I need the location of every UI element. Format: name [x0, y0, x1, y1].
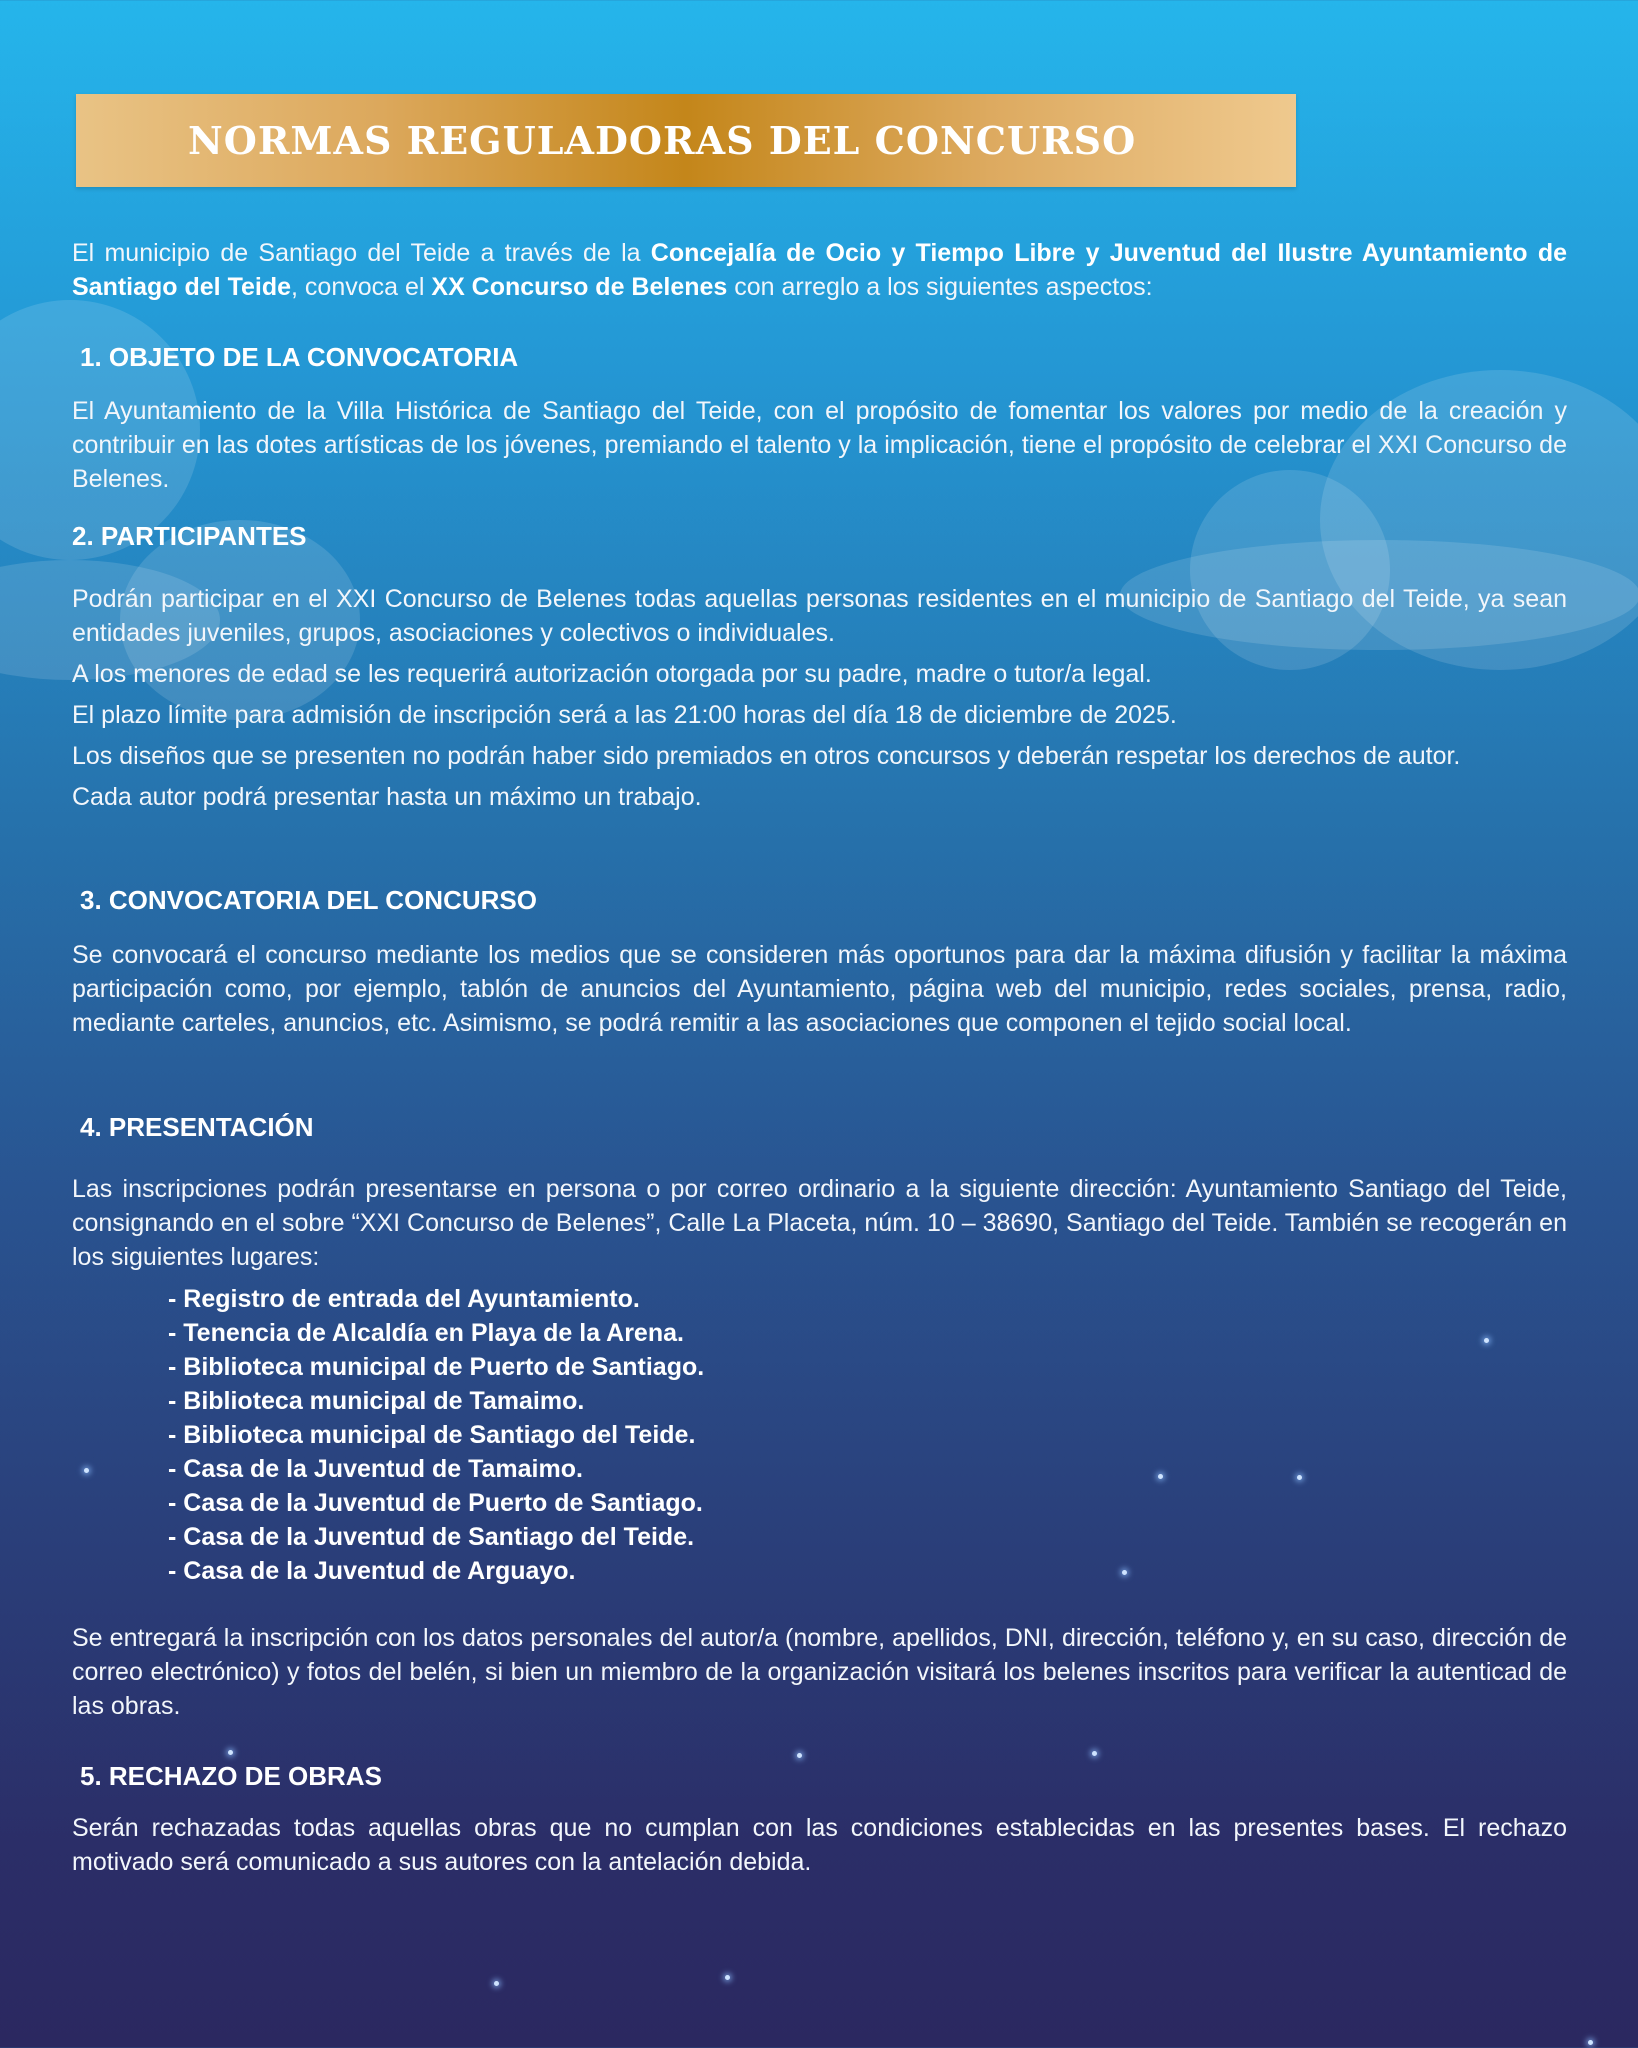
title-banner [76, 94, 1296, 187]
section-heading-convocatoria: 3. CONVOCATORIA DEL CONCURSO [80, 885, 537, 915]
section-heading-presentacion: 4. PRESENTACIÓN [80, 1112, 314, 1142]
intro-text: El municipio de Santiago del Teide a través de la [72, 239, 651, 267]
list-item: - Biblioteca municipal de Santiago del Teide. [168, 1421, 696, 1449]
star-decoration [1484, 1338, 1489, 1343]
paragraph: Las inscripciones podrán presentarse en persona o por correo ordinario a la siguiente dirección: Ayuntamiento Santiago del Teide, consignando en el sobre “XXI Concurso de Belenes”, Calle La Placeta, núm. 10 – 38690, Santiago del Teide. También se recogerán en los siguientes lugares: [72, 1175, 1567, 1271]
star-decoration [725, 1975, 730, 1980]
list-item: - Casa de la Juventud de Tamaimo. [168, 1455, 583, 1483]
paragraph: El Ayuntamiento de la Villa Histórica de Santiago del Teide, con el propósito de fomentar los valores por medio de la creación y contribuir en las dotes artísticas de los jóvenes, premiando el talento y la implicación, tiene el propósito de celebrar el XXI Concurso de Belenes. [72, 397, 1567, 493]
list-item: - Casa de la Juventud de Puerto de Santiago. [168, 1489, 703, 1517]
section-objeto-body [72, 394, 1567, 503]
star-decoration [1092, 1751, 1097, 1756]
paragraph: El plazo límite para admisión de inscripción será a las 21:00 horas del día 18 de diciembre de 2025. [72, 701, 1177, 729]
page-title: NORMAS REGULADORAS DEL CONCURSO [188, 118, 1137, 163]
intro-bold-contest: XX Concurso de Belenes [431, 273, 728, 301]
section-presentacion-closing [72, 1621, 1567, 1730]
list-item: - Biblioteca municipal de Puerto de Santiago. [168, 1353, 705, 1381]
star-decoration [1297, 1475, 1302, 1480]
paragraph: A los menores de edad se les requerirá autorización otorgada por su padre, madre o tutor/a legal. [72, 660, 1152, 688]
intro-paragraph [72, 236, 1567, 304]
paragraph: Se entregará la inscripción con los datos personales del autor/a (nombre, apellidos, DNI, dirección, teléfono y, en su caso, dirección de correo electrónico) y fotos del belén, si bien un miembro de la organización visitará los belenes inscritos para verificar la autenticad de las obras. [72, 1624, 1567, 1720]
list-item: - Registro de entrada del Ayuntamiento. [168, 1285, 640, 1313]
list-item: - Casa de la Juventud de Arguayo. [168, 1557, 576, 1585]
paragraph: Cada autor podrá presentar hasta un máximo un trabajo. [72, 783, 702, 811]
section-heading-objeto: 1. OBJETO DE LA CONVOCATORIA [80, 342, 519, 372]
star-decoration [228, 1750, 233, 1755]
section-participantes-body [72, 582, 1567, 821]
paragraph: Podrán participar en el XXI Concurso de Belenes todas aquellas personas residentes en el municipio de Santiago del Teide, ya sean entidades juveniles, grupos, asociaciones y colectivos o individuales. [72, 585, 1567, 647]
list-item: - Biblioteca municipal de Tamaimo. [168, 1387, 585, 1415]
section-heading-participantes: 2. PARTICIPANTES [72, 521, 307, 551]
star-decoration [1122, 1570, 1127, 1575]
list-item: - Casa de la Juventud de Santiago del Teide. [168, 1523, 695, 1551]
paragraph: Serán rechazadas todas aquellas obras que no cumplan con las condiciones establecidas en las presentes bases. El rechazo motivado será comunicado a sus autores con la antelación debida. [72, 1814, 1567, 1876]
section-presentacion-body [72, 1172, 1567, 1281]
star-decoration [1588, 2040, 1593, 2045]
list-item: - Tenencia de Alcaldía en Playa de la Arena. [168, 1319, 684, 1347]
section-convocatoria-body [72, 938, 1567, 1047]
intro-text: con arreglo a los siguientes aspectos: [727, 273, 1153, 301]
section-rechazo-body [72, 1811, 1567, 1886]
star-decoration [494, 1981, 499, 1986]
star-decoration [797, 1753, 802, 1758]
paragraph: Los diseños que se presenten no podrán haber sido premiados en otros concursos y deberán respetar los derechos de autor. [72, 742, 1461, 770]
star-decoration [84, 1468, 89, 1473]
star-decoration [1158, 1474, 1163, 1479]
intro-bold-organizer: Concejalía de Ocio y Tiempo Libre y Juventud del Ilustre Ayuntamiento de Santiago del Teide [72, 239, 1567, 301]
section-heading-rechazo: 5. RECHAZO DE OBRAS [80, 1761, 382, 1791]
paragraph: Se convocará el concurso mediante los medios que se consideren más oportunos para dar la máxima difusión y facilitar la máxima participación como, por ejemplo, tablón de anuncios del Ayuntamiento, página web del municipio, redes sociales, prensa, radio, mediante carteles, anuncios, etc. Asimismo, se podrá remitir a las asociaciones que componen el tejido social local. [72, 941, 1567, 1037]
intro-text: , convoca el [291, 273, 432, 301]
places-list [168, 1282, 704, 1588]
